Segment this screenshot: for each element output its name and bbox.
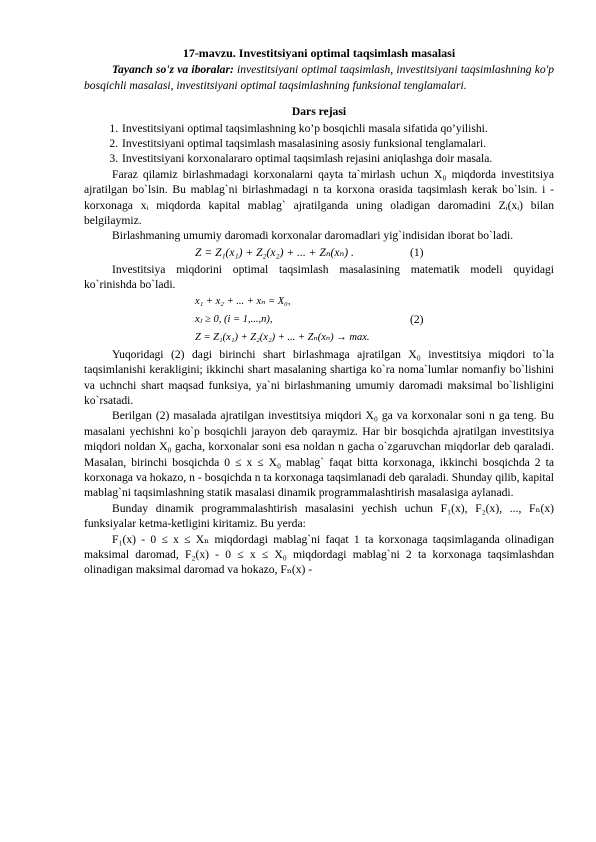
equation-1-row [84,244,554,262]
equation-system-2 [84,293,554,347]
paragraph-1: Faraz qilamiz birlashmadagi korxonalarni qayta ta`mirlash uchun X₀ miqdorda investitsiya ajratilgan bo`lsin. Bu mablag`ni birlashmadagi n ta korxona orasida taqsimlash kerak bo`lsin. i - korxonaga xᵢ miqdorda kapital mablag` ajratilganda uning oladigan daromadini Zᵢ(xᵢ) bilan belgilaymiz. [84,167,554,228]
equation-1: Z = Z₁(x₁) + Z₂(x₂) + ... + Zₙ(xₙ) . [195,245,354,259]
keywords-label: Tayanch so'z va iboralar: [112,63,234,77]
paragraph-4: Yuqoridagi (2) dagi birinchi shart birlashmaga ajratilgan X₀ investitsiya miqdori to`la taqsimlanishi kerakligini; ikkinchi shart masalaning shartiga ko`ra noma`lumlar nomanfiy bo`lishini va uchnchi shart maqsad funksiya, ya`ni birlashmaning umumiy daromadi maksimal bo`lishligini ko`rsatadi. [84,347,554,407]
plan-item: 2. Investitsiyani optimal taqsimlash masalasining asosiy funksional tenglamalari. [121,136,554,151]
plan-heading: Dars rejasi [291,105,347,119]
paragraph-2: Birlashmaning umumiy daromadi korxonalar daromadlari yig`indisidan iborat bo`ladi. [112,229,514,243]
equation-2-number: (2) [410,312,424,326]
page-title: 17-mavzu. Investitsiyani optimal taqsimlash masalasi [182,46,456,60]
paragraph-3: Investitsiya miqdorini optimal taqsimlash masalasining matematik modeli quyidagi ko`rinishda bo`ladi. [84,262,554,292]
system-line-3: Z = Z₁(x₁) + Z₂(x₂) + ... + Zₙ(xₙ) → max. [195,331,370,343]
plan-list [84,121,554,167]
keywords-paragraph [84,62,554,93]
paragraph-5: Berilgan (2) masalada ajratilgan investitsiya miqdori X₀ ga va korxonalar soni n ga teng. Bu masalani yechishni ko`p bosqichli jarayon deb qaraymiz. Har bir bosqichda ajratilgan investitsiya miqdori noldan X₀ gacha, korxonalar soni esa noldan n gacha o`zgaruvchan miqdorlar deb qaraladi. Masalan, birinchi bosqichda 0 ≤ x ≤ X₀ mablag` faqat bitta korxonaga, ikkinchi bosqichda 2 ta korxonaga va hokazo, n - bosqichda n ta korxonaga taqsimlanadi deb qaraladi. Shunday qilib, kapital mablag`ni taqsimlashning statik masalasi dinamik programmalashtirish masalasiga aylanadi. [84,409,554,500]
paragraph-6: Bunday dinamik programmalashtirish masalasini yechish uchun F₁(x), F₂(x), ..., Fₙ(x) funksiyalar ketma-ketligini kiritamiz. Bu yerda: [84,501,554,531]
plan-item: 1. Investitsiyani optimal taqsimlashning ko’p bosqichli masala sifatida qo’yilishi. [121,121,554,136]
system-line-1: x₁ + x₂ + ... + xₙ = X₀, [195,295,291,307]
paragraph-7: F₁(x) - 0 ≤ x ≤ Xₙ miqdordagi mablag`ni faqat 1 ta korxonaga taqsimlaganda olinadigan maksimal daromad, F₂(x) - 0 ≤ x ≤ X₀ miqdordagi mablag`ni 2 ta korxonaga taqsimlashdan olinadigan maksimal daromad va hokazo, Fₙ(x) - [84,532,554,577]
plan-item: 3. Investitsiyani korxonalararo optimal taqsimlash rejasini aniqlashga doir masala. [121,151,554,166]
keywords-text: investitsiyani optimal taqsimlash, investitsiyani taqsimlashning ko'p bosqichli masalasi, investitsiyani optimal taqsimlashning funksional tenglamalari. [84,63,554,92]
document-page [84,46,554,578]
equation-1-number: (1) [410,245,424,259]
system-line-2: xⱼ ≥ 0, (i = 1,...,n), [195,313,273,325]
